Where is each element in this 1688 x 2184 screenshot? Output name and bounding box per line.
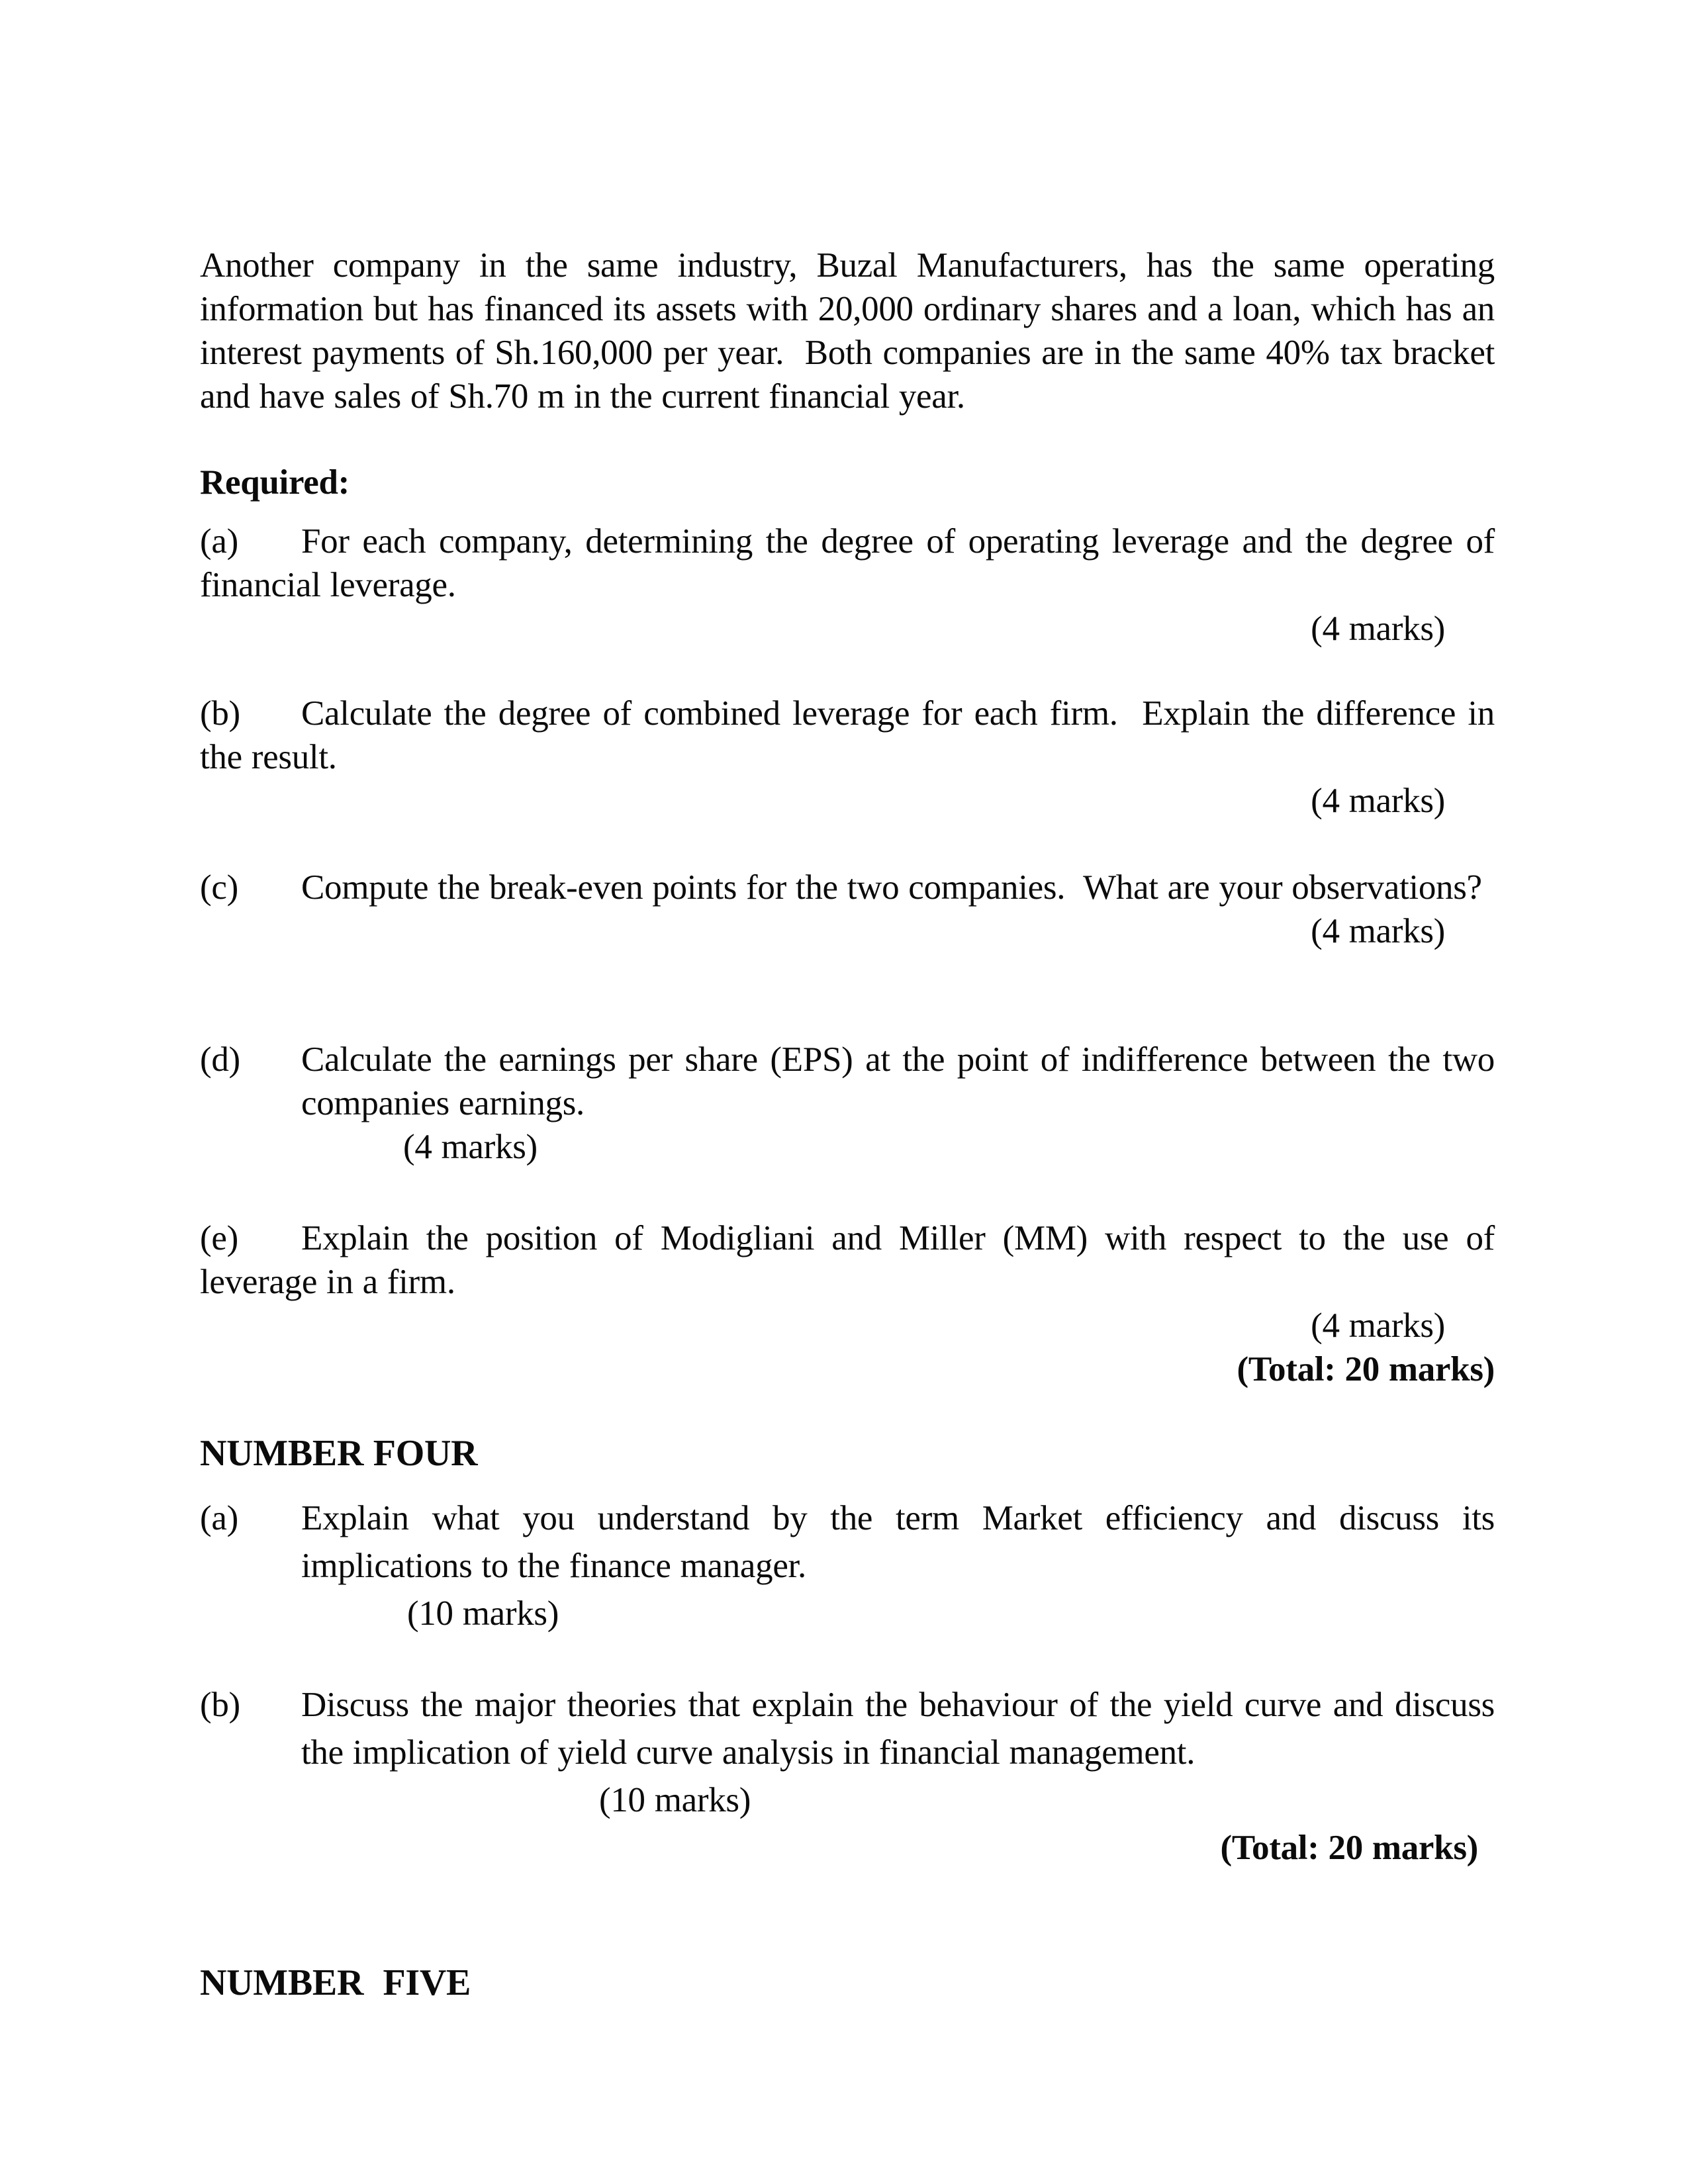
q3-item-d-label: (d) <box>200 1040 240 1079</box>
q3-total: (Total: 20 marks) <box>1237 1350 1495 1388</box>
q4-item-a-body <box>200 1494 1495 1590</box>
q3-item-c <box>200 866 1495 953</box>
heading-number-four <box>200 1432 1495 1475</box>
q3-item-b-label: (b) <box>200 694 240 733</box>
heading-number-five-text: NUMBER FIVE <box>200 1962 471 2003</box>
intro-paragraph-text: Another company in the same industry, Buzal Manufacturers, has the same operating information but has financed its assets with 20,000 ordinary shares and a loan, which has an interest payments of Sh.160,000 per year. Both companies are in the same 40% tax bracket and have sales of Sh.70 m in the current financial year. <box>200 246 1495 416</box>
q3-item-a-marks: (4 marks) <box>1311 610 1445 648</box>
q3-item-e-body <box>200 1216 1495 1304</box>
q4-item-b-marks: (10 marks) <box>599 1781 751 1819</box>
q3-item-a-text: For each company, determining the degree of operating leverage and the degree of financial leverage. <box>200 522 1495 604</box>
q4-total: (Total: 20 marks) <box>1220 1829 1478 1867</box>
q4-item-a-text: Explain what you understand by the term Market efficiency and discuss its implications to the finance manager. <box>301 1499 1495 1585</box>
q3-item-a <box>200 520 1495 651</box>
q3-item-c-text: Compute the break-even points for the two companies. What are your observations? <box>301 868 1482 907</box>
q3-item-e-text: Explain the position of Modigliani and Miller (MM) with respect to the use of leverage in a firm. <box>200 1219 1495 1301</box>
intro-paragraph <box>200 244 1495 418</box>
q3-item-d-body <box>200 1038 1495 1125</box>
heading-number-five <box>200 1961 1495 2005</box>
q3-item-d-text: Calculate the earnings per share (EPS) at the point of indifference between the two companies earnings. <box>301 1040 1495 1122</box>
q3-item-a-body <box>200 520 1495 607</box>
q3-item-c-body <box>200 866 1495 909</box>
q3-item-e-marks: (4 marks) <box>1311 1306 1445 1345</box>
q4-item-b-label: (b) <box>200 1686 240 1724</box>
q3-item-d <box>200 1038 1495 1169</box>
q3-item-c-marks: (4 marks) <box>1311 912 1445 950</box>
q4-item-b-body <box>200 1681 1495 1776</box>
heading-number-four-text: NUMBER FOUR <box>200 1433 478 1474</box>
q4-item-b-text: Discuss the major theories that explain the behaviour of the yield curve and discuss the implication of yield curve analysis in financial management. <box>301 1686 1495 1772</box>
required-heading <box>200 461 1495 504</box>
q3-item-a-label: (a) <box>200 522 238 561</box>
q3-item-e <box>200 1216 1495 1391</box>
q4-item-a-marks: (10 marks) <box>407 1594 559 1633</box>
q3-item-c-label: (c) <box>200 868 238 907</box>
q3-item-b-body <box>200 692 1495 779</box>
q3-item-e-label: (e) <box>200 1219 238 1257</box>
q3-item-d-marks: (4 marks) <box>403 1128 538 1166</box>
q4-item-a <box>200 1494 1495 1637</box>
q4-item-b <box>200 1681 1495 1872</box>
q3-item-b-marks: (4 marks) <box>1311 782 1445 820</box>
q3-item-b <box>200 692 1495 823</box>
required-heading-text: Required: <box>200 463 350 502</box>
q4-item-a-label: (a) <box>200 1499 238 1537</box>
q3-item-b-text: Calculate the degree of combined leverage for each firm. Explain the difference in the result. <box>200 694 1495 776</box>
